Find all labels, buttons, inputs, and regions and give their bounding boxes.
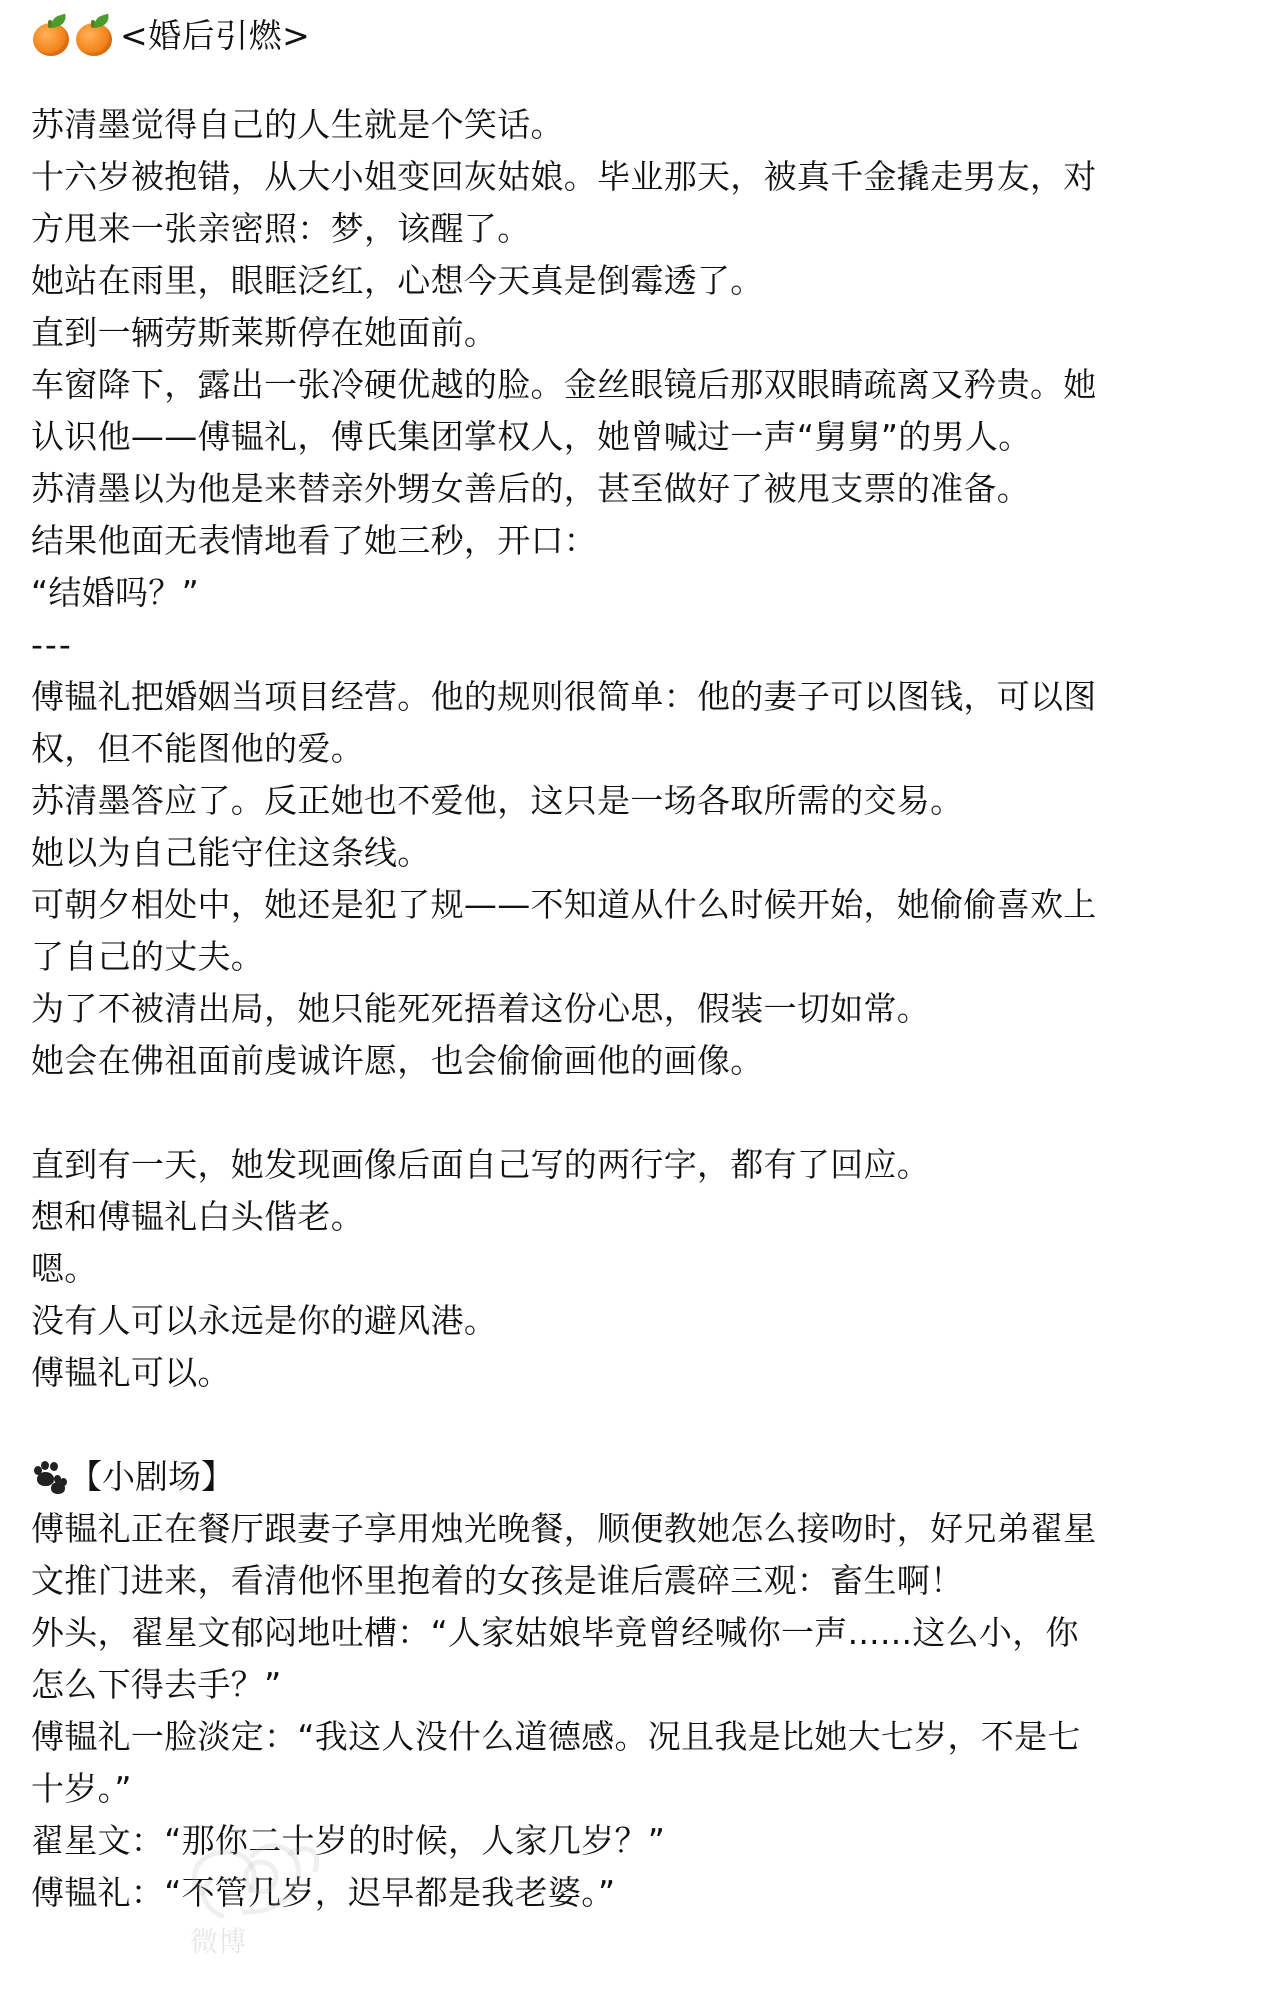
tangerine-icon bbox=[74, 16, 114, 56]
paw-prints-icon bbox=[31, 1459, 67, 1495]
post-title: <婚后引燃> bbox=[120, 16, 311, 55]
spacer bbox=[31, 57, 1241, 99]
quoted-line: “结婚吗？” bbox=[31, 573, 199, 612]
text-line: 车窗降下，露出一张冷硬优越的脸。金丝眼镜后那双眼睛疏离又矜贵。她 bbox=[31, 365, 1097, 404]
theater-line: 怎么下得去手？” bbox=[31, 1665, 282, 1704]
watermark-text: 微博 bbox=[190, 1925, 247, 1958]
theater-line: 傅韫礼：“不管几岁，迟早都是我老婆。” bbox=[31, 1873, 616, 1912]
text-line: 认识他——傅韫礼，傅氏集团掌权人，她曾喊过一声“舅舅”的男人。 bbox=[31, 417, 1032, 456]
text-line: 苏清墨答应了。反正她也不爱他，这只是一场各取所需的交易。 bbox=[31, 781, 964, 820]
text-line: 为了不被清出局，她只能死死捂着这份心思，假装一切如常。 bbox=[31, 989, 931, 1028]
text-line: 了自己的丈夫。 bbox=[31, 937, 265, 976]
theater-line: 外头，翟星文郁闷地吐槽：“人家姑娘毕竟曾经喊你一声......这么小，你 bbox=[31, 1613, 1079, 1652]
text-line: 权，但不能图他的爱。 bbox=[31, 729, 364, 768]
text-line: 她以为自己能守住这条线。 bbox=[31, 833, 431, 872]
text-line: 想和傅韫礼白头偕老。 bbox=[31, 1197, 364, 1236]
text-line: 十六岁被抱错，从大小姐变回灰姑娘。毕业那天，被真千金撬走男友，对 bbox=[31, 157, 1097, 196]
theater-line: 翟星文：“那你二十岁的时候，人家几岁？” bbox=[31, 1821, 666, 1860]
text-line: 傅韫礼可以。 bbox=[31, 1353, 231, 1392]
theater-line: 傅韫礼一脸淡定：“我这人没什么道德感。况且我是比她大七岁，不是七 bbox=[31, 1717, 1081, 1756]
text-line: 苏清墨以为他是来替亲外甥女善后的，甚至做好了被甩支票的准备。 bbox=[31, 469, 1030, 508]
theater-title: 【小剧场】 bbox=[69, 1457, 234, 1496]
text-line: 她站在雨里，眼眶泛红，心想今天真是倒霉透了。 bbox=[31, 261, 764, 300]
theater-heading bbox=[31, 1451, 1241, 1503]
text-line: 方甩来一张亲密照：梦，该醒了。 bbox=[31, 209, 531, 248]
theater-line: 十岁。” bbox=[31, 1769, 132, 1808]
tangerine-icon bbox=[31, 16, 71, 56]
section-separator: --- bbox=[31, 625, 73, 664]
text-line: 没有人可以永远是你的避风港。 bbox=[31, 1301, 498, 1340]
post-title-row bbox=[31, 15, 1241, 57]
theater-line: 傅韫礼正在餐厅跟妻子享用烛光晚餐，顺便教她怎么接吻时，好兄弟翟星 bbox=[31, 1509, 1097, 1548]
text-line: 结果他面无表情地看了她三秒，开口： bbox=[31, 521, 598, 560]
theater-line: 文推门进来，看清他怀里抱着的女孩是谁后震碎三观：畜生啊！ bbox=[31, 1561, 964, 1600]
text-line: 傅韫礼把婚姻当项目经营。他的规则很简单：他的妻子可以图钱，可以图 bbox=[31, 677, 1097, 716]
text-line: 她会在佛祖面前虔诚许愿，也会偷偷画他的画像。 bbox=[31, 1041, 764, 1080]
text-line: 苏清墨觉得自己的人生就是个笑话。 bbox=[31, 105, 564, 144]
text-line: 直到有一天，她发现画像后面自己写的两行字，都有了回应。 bbox=[31, 1145, 931, 1184]
post-content bbox=[31, 15, 1241, 1919]
text-line: 嗯。 bbox=[31, 1249, 98, 1288]
paragraph-spacer bbox=[31, 1399, 1241, 1451]
text-line: 直到一辆劳斯莱斯停在她面前。 bbox=[31, 313, 498, 352]
text-line: 可朝夕相处中，她还是犯了规——不知道从什么时候开始，她偷偷喜欢上 bbox=[31, 885, 1097, 924]
paragraph-spacer bbox=[31, 1087, 1241, 1139]
